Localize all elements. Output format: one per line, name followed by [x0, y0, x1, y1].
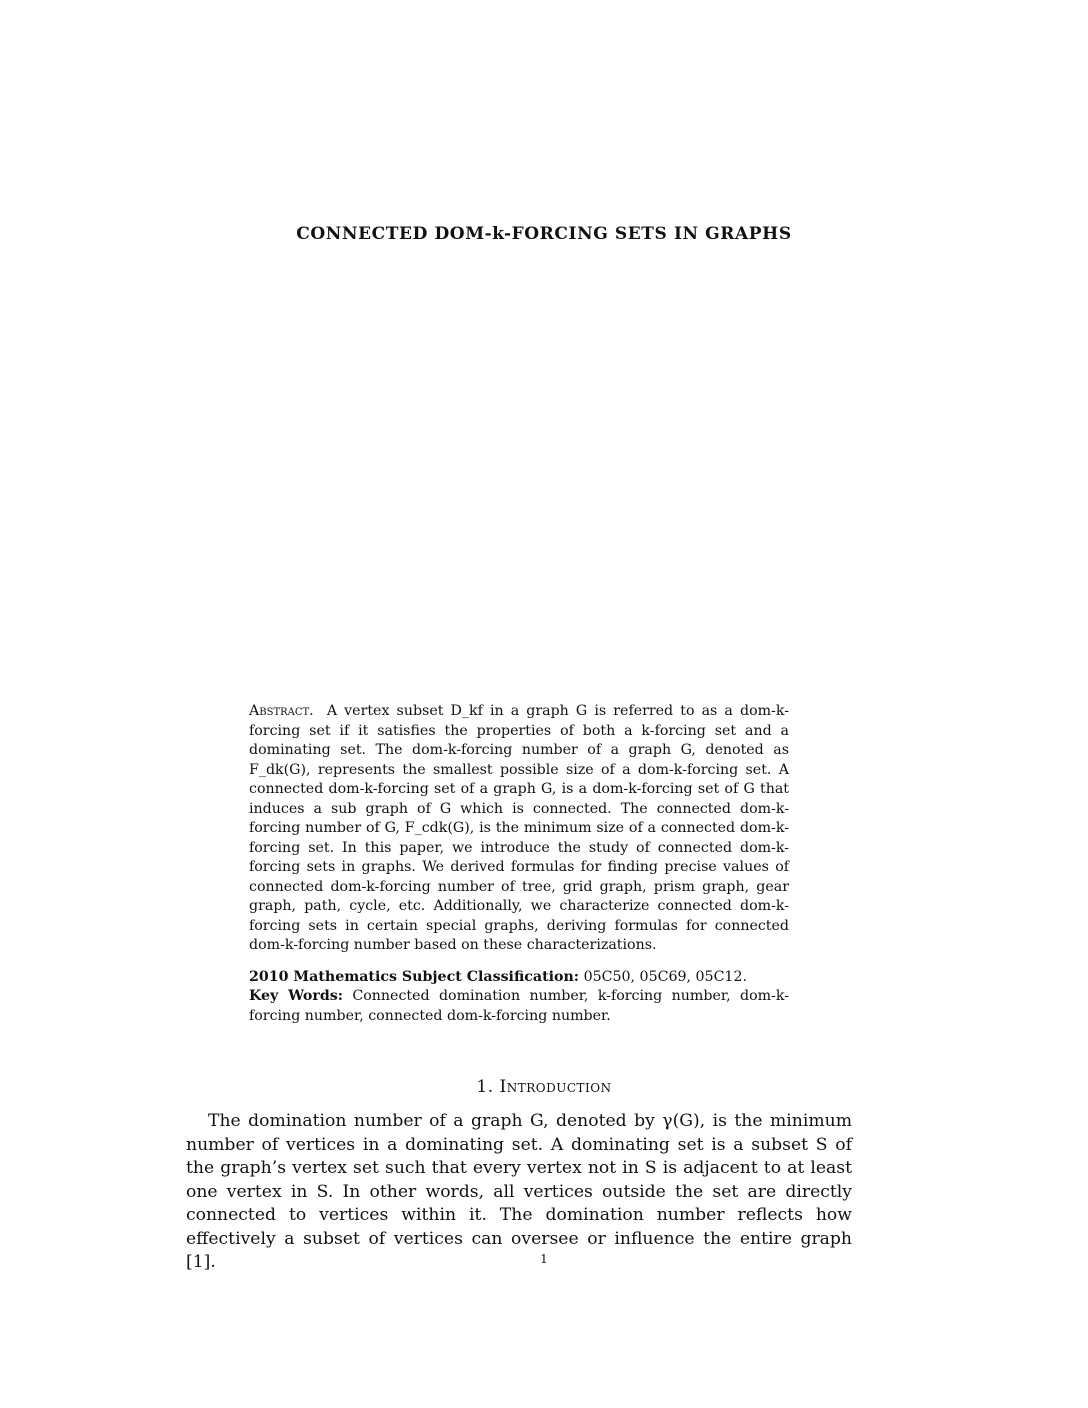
keywords-line	[249, 987, 789, 1026]
page-number: 1	[540, 1252, 548, 1266]
intro-paragraph: The domination number of a graph G, denoted by γ(G), is the minimum number of vertices in a dominating set. A dominating set is a subset S of the graph’s vertex set such that every vertex not in S is adjacent to at least one vertex in S. In other words, all vertices outside the set are directly connected to vertices within it. The domination number reflects how effectively a subset of vertices can oversee or influence the entire graph [1].	[186, 1111, 852, 1272]
abstract-text: A vertex subset D_kf in a graph G is referred to as a dom-k-forcing set if it satisfies the properties of both a k-forcing set and a dominating set. The dom-k-forcing number of a graph G, denoted as F_dk(G), represents the smallest possible size of a dom-k-forcing set. A connected dom-k-forcing set of a graph G, is a dom-k-forcing set of G that induces a sub graph of G which is connected. The connected dom-k-forcing number of G, F_cdk(G), is the minimum size of a connected dom-k-forcing set. In this paper, we introduce the study of connected dom-k-forcing sets in graphs. We derived formulas for finding precise values of connected dom-k-forcing number of tree, grid graph, prism graph, gear graph, path, cycle, etc. Additionally, we characterize connected dom-k-forcing sets in certain special graphs, deriving formulas for connected dom-k-forcing number based on these characterizations.	[249, 703, 789, 953]
msc-line	[249, 968, 789, 988]
msc-label: 2010 Mathematics Subject Classification:	[249, 968, 580, 985]
abstract-block	[249, 702, 789, 1026]
abstract-heading: Abstract.	[249, 703, 314, 719]
section-heading: 1. Introduction	[476, 1077, 612, 1097]
keywords-label: Key Words:	[249, 988, 343, 1004]
paper-title: CONNECTED DOM-k-FORCING SETS IN GRAPHS	[296, 224, 792, 244]
msc-value: 05C50, 05C69, 05C12.	[583, 968, 747, 985]
abstract-paragraph	[249, 702, 789, 956]
keywords-value: Connected domination number, k-forcing number, dom-k-forcing number, connected dom-k-forcing number.	[249, 988, 789, 1024]
